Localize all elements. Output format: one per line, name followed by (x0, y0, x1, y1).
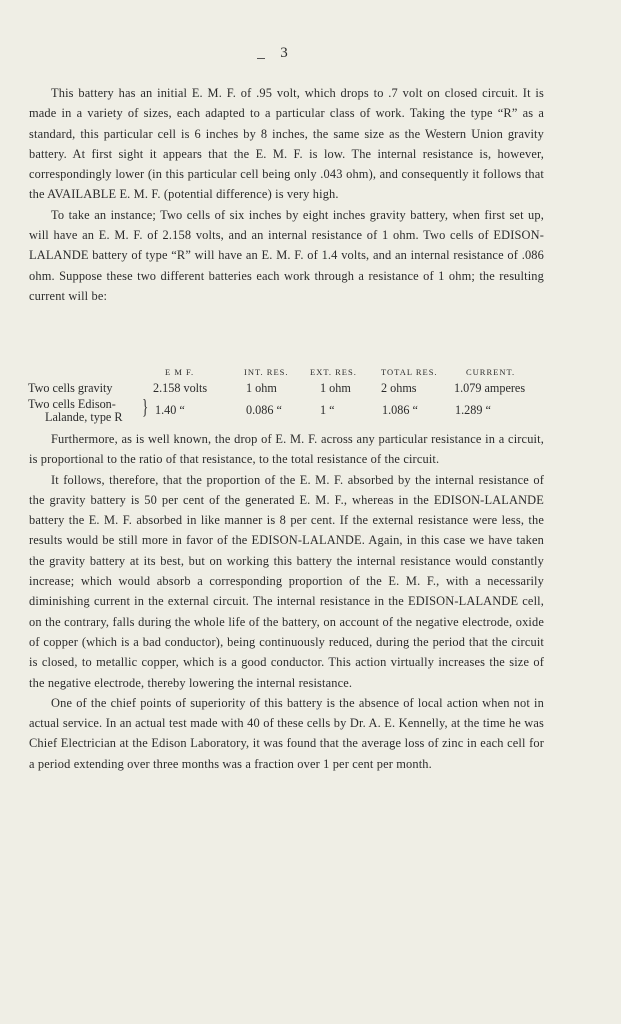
comparison-table (28, 367, 548, 427)
page-number-mark (257, 58, 265, 59)
row1-label: Two cells gravity (28, 381, 113, 395)
row1-current: 1.079 amperes (454, 381, 526, 395)
row2-int-res: 0.086 “ (246, 403, 282, 417)
table-row (28, 381, 548, 397)
row2-current: 1.289 “ (455, 403, 491, 417)
paragraph-5: One of the chief points of superiority of this battery is the absence of local action when not in actual service. In an actual test made with 40 of these cells by Dr. A. E. Kennelly, at the time he was Chief Electrician at the Edison Laboratory, it was found that the average loss of zinc in each cell for a period extending over three months was a fraction over 1 per cent per month. (29, 695, 544, 771)
paragraph-2: To take an instance; Two cells of six inches by eight inches gravity battery, when first set up, will have an E. M. F. of 2.158 volts, and an internal resistance of 1 ohm. Two cells of EDISON-LALANDE battery of type “R” will have an E. M. F. of 1.4 volts, and an internal resistance of .086 ohm. Suppose these two different batteries each work through a resistance of 1 ohm; the resulting current will be: (29, 207, 544, 303)
paragraph-1: This battery has an initial E. M. F. of .95 volt, which drops to .7 volt on closed circuit. It is made in a variety of sizes, each adapted to a particular class of work. Taking the type “R” as a standard, this particular cell is 6 inches by 8 inches, the same size as the Western Union gravity battery. At first sight it appears that the E. M. F. is low. The internal resistance is, however, correspondingly lower (in this particular cell being only .043 ohm), and consequently it follows that the AVAILABLE E. M. F. (potential difference) is very high. (29, 86, 544, 202)
intro-text (29, 83, 544, 306)
row2-ext-res: 1 “ (320, 403, 335, 417)
row2-emf: 1.40 “ (155, 403, 185, 417)
row1-emf: 2.158 volts (153, 381, 208, 395)
paragraph-4: It follows, therefore, that the proportion of the E. M. F. absorbed by the internal resistance of the gravity battery is 50 per cent of the generated E. M. F., whereas in the EDISON-LALANDE battery the E. M. F. absorbed in like manner is 8 per cent. If the external resistance were less, the results would be still more in favor of the EDISON-LALANDE. Again, in this case we have taken the gravity battery at its best, but on working this battery the internal resistance would constantly increase; which would absorb a corresponding proportion of the E. M. F., with a necessarily diminishing current in the external circuit. The internal resistance in the EDISON-LALANDE cell, on the contrary, falls during the whole life of the battery, on account of the negative electrode, oxide of copper (which is a bad conductor), being continuously reduced, during the period that the circuit is closed, to metallic copper, which is a good conductor. This action virtually increases the size of the negative electrode, thereby lowering the internal resistance. (29, 472, 544, 690)
continued-text (29, 429, 544, 774)
header-ext-res: EXT. RES. (310, 367, 357, 377)
paragraph-3: Furthermore, as is well known, the drop of E. M. F. across any particular resistance in a circuit, is proportional to the ratio of that resistance, to the total resistance of the circuit. (29, 432, 544, 467)
table-header-row (28, 367, 548, 381)
table-row (28, 394, 548, 427)
header-total-res: TOTAL RES. (381, 367, 438, 377)
row2-label-line1: Two cells Edison- (28, 397, 116, 411)
row1-int-res: 1 ohm (246, 381, 277, 395)
row1-ext-res: 1 ohm (320, 381, 351, 395)
header-int-res: INT. RES. (244, 367, 289, 377)
page-number: 3 (280, 45, 288, 61)
header-current: CURRENT. (466, 367, 516, 377)
header-emf: E M F. (165, 367, 195, 377)
row2-total-res: 1.086 “ (382, 403, 418, 417)
row2-label-line2: Lalande, type R (45, 410, 123, 424)
row1-total-res: 2 ohms (381, 381, 417, 395)
row2-brace: } (142, 394, 149, 419)
